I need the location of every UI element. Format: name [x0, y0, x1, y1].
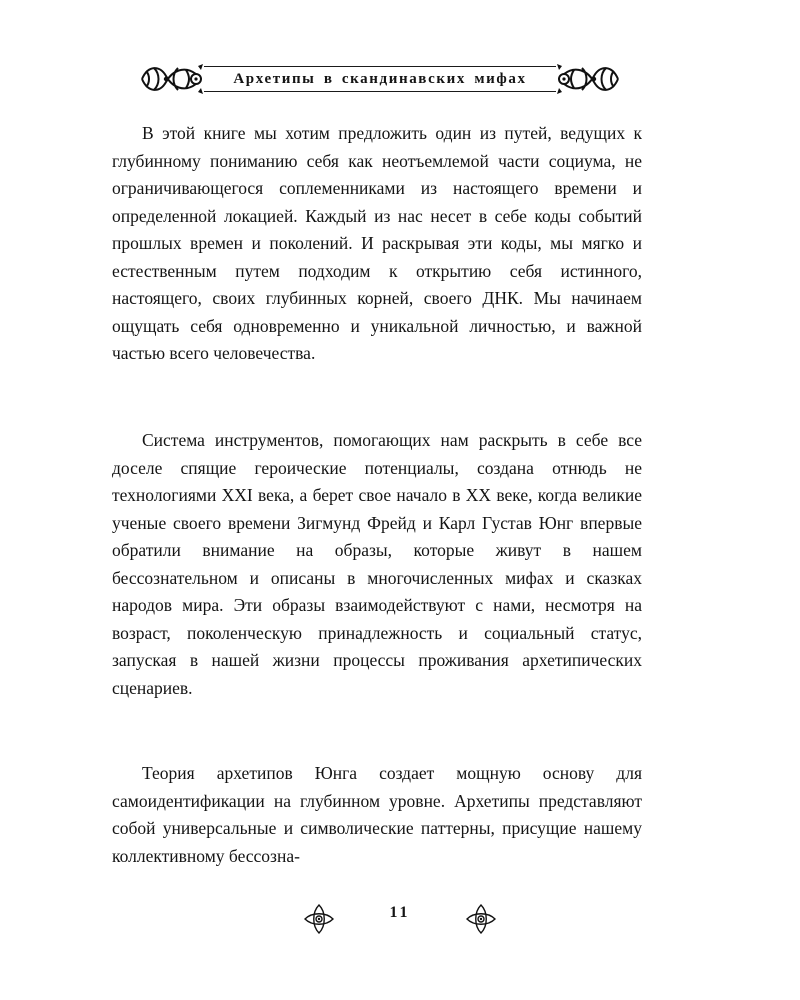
- running-title: Архетипы в скандинавских мифах: [233, 71, 527, 87]
- paragraph-text: В этой книге мы хотим предложить один из путей, ведущих к глубинному пониманию себя как неотъемлемой части социума, не ограничивающегося соплеменниками из настоящего времени и определенной локацией. Каждый из нас несет в себе коды событий прошлых времен и поколений. И раскрывая эти коды, мы мягко и естественным путем подходим к открытию себя истинного, настоящего, своих глубинных корней, своего ДНК. Мы начинаем ощущать себя одновременно и уникальной личностью, и важной частью всего человечества.: [112, 123, 642, 363]
- paragraph-text: Теория архетипов Юнга создает мощную основу для самоидентификации на глубинном уровне. Архетипы представляют собой универсальные и символические паттерны, присущие нашему коллективному бессозна-: [112, 763, 642, 866]
- flourish-icon: [464, 902, 498, 936]
- body-paragraph-1: [112, 120, 642, 368]
- knotwork-icon: [556, 62, 622, 96]
- running-header: [138, 62, 622, 96]
- knotwork-icon: [138, 62, 204, 96]
- body-paragraph-2: [112, 427, 642, 702]
- page-number: 11: [389, 904, 411, 921]
- paragraph-text: Система инструментов, помогающих нам раскрыть в себе все доселе спящие героические потенциалы, создана отнюдь не технологиями XXI века, а берет свое начало в XX веке, когда великие ученые своего времени Зигмунд Фрейд и Карл Густав Юнг впервые обратили внимание на образы, которые живут в нашем бессознательном и описаны в многочисленных мифах и сказках народов мира. Эти образы взаимодействуют с нами, несмотря на возраст, поколенческую принадлежность и социальный статус, запуская в нашей жизни процессы проживания архетипических сценариев.: [112, 430, 642, 698]
- body-paragraph-3: [112, 760, 642, 870]
- page-footer: [300, 902, 500, 938]
